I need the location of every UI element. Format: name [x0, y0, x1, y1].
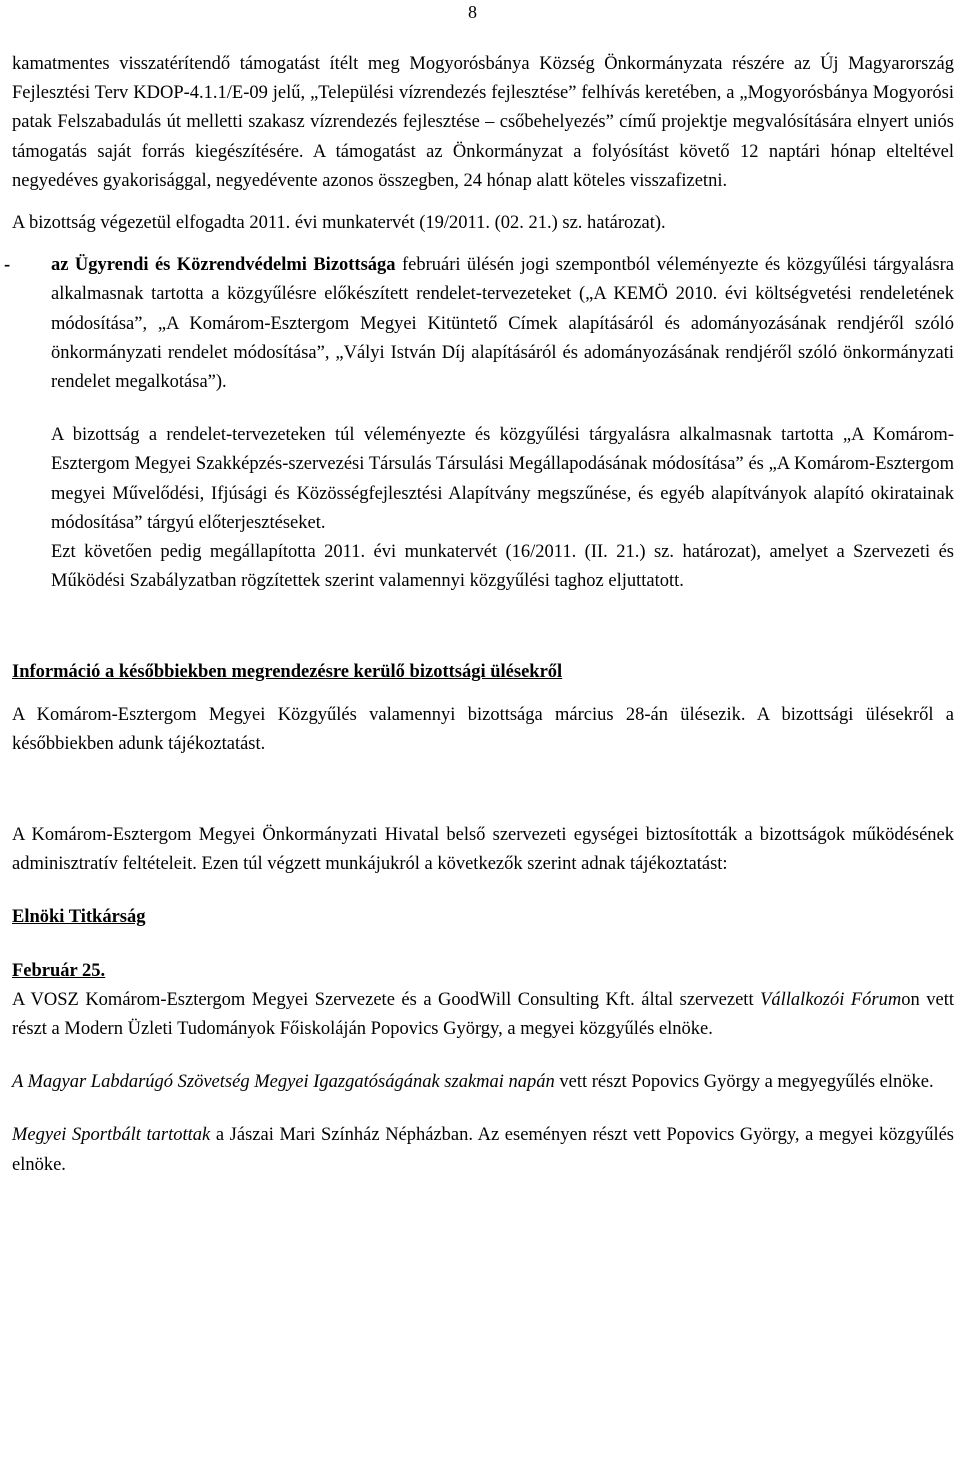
paragraph-grant: kamatmentes visszatérítendő támogatást ítélt meg Mogyorósbánya Község Önkormányzata részére az Új Magyarország Fejlesztési Terv KDOP-4.1.1/E-09 jelű, „Települési vízrendezés fejlesztése” felhívás keretében, a „Mogyorósbánya Mogyorósi patak Felszabadulás út melletti szakasz vízrendezés fejlesztése – csőbehelyezés” című projektje megvalósítására elnyert uniós támogatás saját forrás kiegészítésére. A támogatást az Önkormányzat a folyósítást követő 12 naptári hónap elteltével negyedéves gyakorisággal, negyedévente azonos összegben, 24 hónap alatt köteles visszafizetni.: [12, 54, 954, 191]
forum-text-after: on vett részt a Modern Üzleti Tudományok Főiskoláján Popovics György, a megyei közgyűlés elnöke.: [12, 989, 954, 1040]
page-number: 8: [468, 2, 477, 22]
date-heading: Február 25.: [12, 960, 106, 981]
paragraph-workplan: A bizottság végezetül elfogadta 2011. évi munkatervét (19/2011. (02. 21.) sz. határozat).: [12, 213, 666, 234]
sports-ball-text: a Jászai Mari Színház Népházban. Az eseményen részt vett Popovics György, a megyei közgyűlés elnöke.: [12, 1125, 954, 1175]
forum-title: Vállalkozói Fórum: [760, 989, 902, 1010]
paragraph-committee-workplan: Ezt követően pedig megállapította 2011. évi munkatervét (16/2011. (II. 21.) sz. határozat), amelyet a Szervezeti és Működési Szabályzatban rögzítettek szerint valamennyi közgyűlési taghoz eljuttatott.: [51, 542, 954, 592]
document-body: [4, 50, 955, 1180]
bullet-dash: -: [4, 255, 11, 276]
paragraph-football-day: [12, 1068, 954, 1097]
bullet-committee: [4, 251, 955, 596]
committee-text: februári ülésén jogi szempontból véleményezte és közgyűlési tárgyalásra alkalmasnak tartotta a közgyűlésre előkészített rendelet-tervezeteket („A KEMÖ 2010. évi költségvetési rendeletének módosítása”, „A Komárom-Esztergom Megyei Kitüntető Címek alapításáról és adományozásának rendjéről szóló önkormányzati rendelet módosítása”, „Vályi István Díj alapításáról és adományozásának rendjéről szóló önkormányzati rendelet megalkotása”).: [51, 255, 955, 393]
heading-presidential-secretariat: Elnöki Titkárság: [12, 907, 146, 928]
paragraph-upcoming-sessions: A Komárom-Esztergom Megyei Közgyűlés valamennyi bizottsága március 28-án ülésezik. A bizottsági ülésekről a későbbiekben adunk tájékoztatást.: [12, 704, 954, 754]
heading-upcoming-sessions: Információ a későbbiekben megrendezésre kerülő bizottsági ülésekről: [12, 662, 563, 683]
paragraph-sports-ball: [12, 1121, 954, 1179]
committee-name: az Ügyrendi és Közrendvédelmi Bizottsága: [51, 255, 396, 276]
football-day-title: A Magyar Labdarúgó Szövetség Megyei Igazgatóságának szakmai napán: [12, 1072, 555, 1093]
paragraph-forum: [12, 986, 954, 1044]
paragraph-committee-proposals: A bizottság a rendelet-tervezeteken túl véleményezte és közgyűlési tárgyalásra alkalmasnak tartotta „A Komárom-Esztergom Megyei Szakképzés-szervezési Társulás Társulási Megállapodásának módosítása” és „A Komárom-Esztergom megyei Művelődési, Ifjúsági és Közösségfejlesztési Alapítvány megszűnése, és egyéb alapítványok alapító okiratainak módosítása” tárgyú előterjesztéseket.: [51, 425, 954, 533]
sports-ball-title: Megyei Sportbált tartottak: [12, 1125, 211, 1146]
paragraph-committee: [51, 251, 954, 397]
football-day-text: vett részt Popovics György a megyegyűlés elnöke.: [554, 1072, 934, 1093]
paragraph-office: A Komárom-Esztergom Megyei Önkormányzati Hivatal belső szervezeti egységei biztosították a bizottságok működésének adminisztratív feltételeit. Ezen túl végzett munkájukról a következők szerint adnak tájékoztatást:: [12, 825, 954, 875]
forum-text-before: A VOSZ Komárom-Esztergom Megyei Szervezete és a GoodWill Consulting Kft. által szervezett: [12, 989, 761, 1010]
